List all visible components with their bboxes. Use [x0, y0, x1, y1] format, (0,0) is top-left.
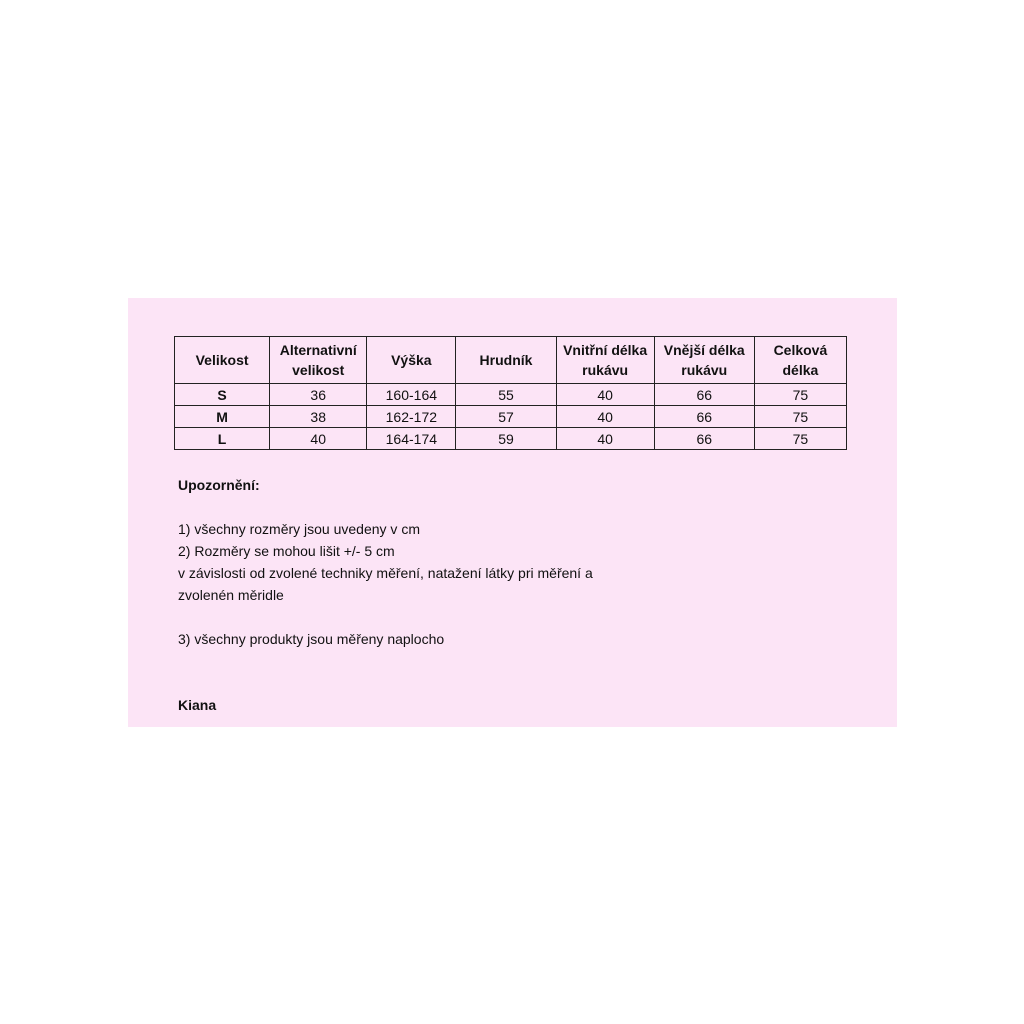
header-line: Vnitřní délka: [563, 342, 648, 358]
header-line: rukávu: [582, 362, 629, 378]
table-cell: 40: [556, 384, 654, 406]
table-row: [175, 406, 847, 428]
table-cell-size: S: [175, 384, 270, 406]
header-line: velikost: [292, 362, 345, 378]
note-line: 2) Rozměry se mohou lišit +/- 5 cm: [178, 543, 395, 559]
spacer: [178, 606, 858, 628]
spacer: [178, 496, 858, 518]
note-line: zvolenén měridle: [178, 587, 284, 603]
header-alternativni-velikost: [270, 337, 367, 384]
table-cell: 164-174: [367, 428, 456, 450]
table-cell: 40: [556, 428, 654, 450]
header-line: Výška: [391, 352, 432, 368]
note-line: 1) všechny rozměry jsou uvedeny v cm: [178, 521, 420, 537]
table-cell: 40: [556, 406, 654, 428]
header-celkova-delka: [754, 337, 846, 384]
header-line: rukávu: [681, 362, 728, 378]
header-vnitrni-delka-rukavu: [556, 337, 654, 384]
table-cell: 59: [456, 428, 556, 450]
table-cell: 55: [456, 384, 556, 406]
header-velikost: [175, 337, 270, 384]
table-cell: 38: [270, 406, 367, 428]
table-header-row: [175, 337, 847, 384]
table-row: [175, 428, 847, 450]
table-cell: 75: [754, 428, 846, 450]
header-line: Vnější délka: [663, 342, 745, 358]
header-hrudnik: [456, 337, 556, 384]
table-cell-size: L: [175, 428, 270, 450]
table-cell: 162-172: [367, 406, 456, 428]
header-line: Velikost: [195, 352, 249, 368]
size-chart-panel: [128, 298, 897, 727]
table-cell: 75: [754, 384, 846, 406]
note-line: 3) všechny produkty jsou měřeny naplocho: [178, 631, 445, 647]
table-cell: 66: [654, 406, 754, 428]
spacer: [178, 650, 858, 694]
header-vyska: [367, 337, 456, 384]
header-line: Alternativní: [279, 342, 357, 358]
notes-heading: Upozornění:: [178, 477, 260, 493]
notes-section: [178, 474, 858, 716]
table-cell: 75: [754, 406, 846, 428]
table-cell-size: M: [175, 406, 270, 428]
table-cell: 36: [270, 384, 367, 406]
table-row: [175, 384, 847, 406]
table-cell: 66: [654, 384, 754, 406]
header-line: Celková: [773, 342, 828, 358]
header-line: délka: [782, 362, 819, 378]
table-cell: 57: [456, 406, 556, 428]
brand-name: Kiana: [178, 697, 217, 713]
size-table: [174, 336, 847, 450]
table-cell: 66: [654, 428, 754, 450]
table-cell: 160-164: [367, 384, 456, 406]
header-line: Hrudník: [479, 352, 533, 368]
table-cell: 40: [270, 428, 367, 450]
header-vnejsi-delka-rukavu: [654, 337, 754, 384]
note-line: v závislosti od zvolené techniky měření, natažení látky pri měření a: [178, 565, 593, 581]
